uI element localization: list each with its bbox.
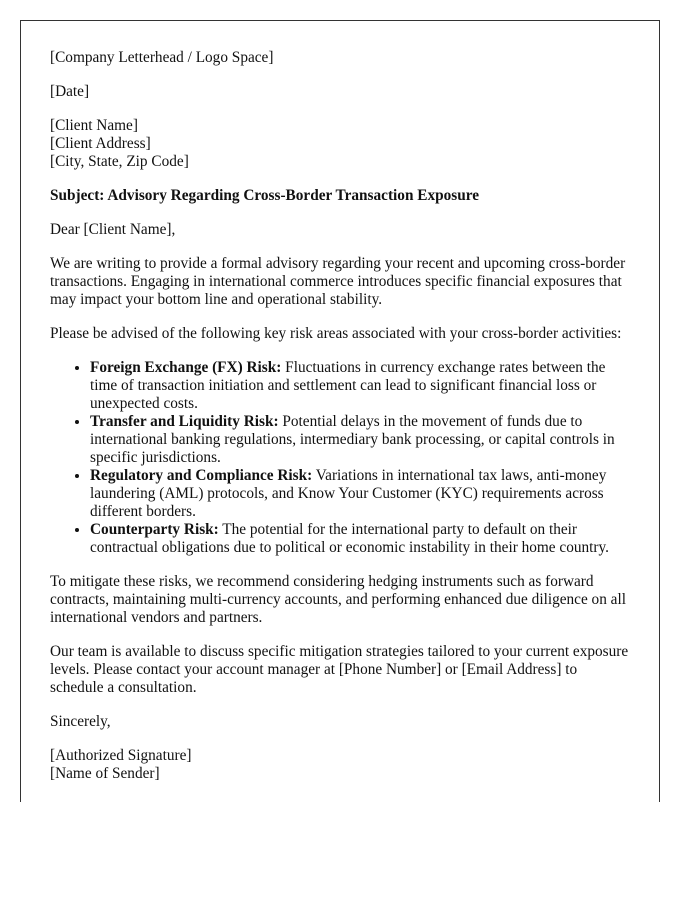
date: [Date] [50, 83, 90, 100]
client-address: [Client Address] [50, 135, 151, 152]
contact-paragraph: Our team is available to discuss specific mitigation strategies tailored to your current exposure levels. Please contact your account manager at [Phone Number] or [Email Address] to schedule a consultation. [50, 643, 629, 696]
list-item [90, 467, 630, 521]
risk-title: Counterparty Risk: [90, 521, 219, 538]
subject-line: Subject: Advisory Regarding Cross-Border Transaction Exposure [50, 187, 480, 204]
client-block [50, 117, 630, 171]
closing: Sincerely, [50, 713, 111, 730]
signature-block [50, 747, 630, 783]
list-item [90, 359, 630, 413]
salutation: Dear [Client Name], [50, 221, 176, 238]
client-name: [Client Name] [50, 117, 138, 134]
client-city: [City, State, Zip Code] [50, 153, 189, 170]
intro-paragraph: We are writing to provide a formal advisory regarding your recent and upcoming cross-border transactions. Engaging in international commerce introduces specific financial exposures that may impact your bottom line and operational stability. [50, 255, 626, 308]
letterhead: [Company Letterhead / Logo Space] [50, 49, 274, 66]
sender-name: [Name of Sender] [50, 765, 160, 782]
risk-list [50, 359, 630, 557]
signature: [Authorized Signature] [50, 747, 192, 764]
letter-page [20, 20, 660, 802]
risk-text: Fluctuations in currency exchange rates between the time of transaction initiation and settlement can lead to significant financial loss or unexpected costs. [90, 359, 606, 412]
risk-intro-paragraph: Please be advised of the following key risk areas associated with your cross-border activities: [50, 325, 622, 342]
risk-text: Variations in international tax laws, anti-money laundering (AML) protocols, and Know Your Customer (KYC) requirements across different borders. [90, 467, 607, 520]
list-item [90, 521, 630, 557]
risk-title: Regulatory and Compliance Risk: [90, 467, 313, 484]
risk-title: Foreign Exchange (FX) Risk: [90, 359, 282, 376]
risk-text: The potential for the international party to default on their contractual obligations due to political or economic instability in their home country. [90, 521, 609, 556]
mitigation-paragraph: To mitigate these risks, we recommend considering hedging instruments such as forward contracts, maintaining multi-currency accounts, and performing enhanced due diligence on all international vendors and partners. [50, 573, 626, 626]
risk-title: Transfer and Liquidity Risk: [90, 413, 279, 430]
list-item [90, 413, 630, 467]
risk-text: Potential delays in the movement of funds due to international banking regulations, intermediary bank processing, or capital controls in specific jurisdictions. [90, 413, 615, 466]
